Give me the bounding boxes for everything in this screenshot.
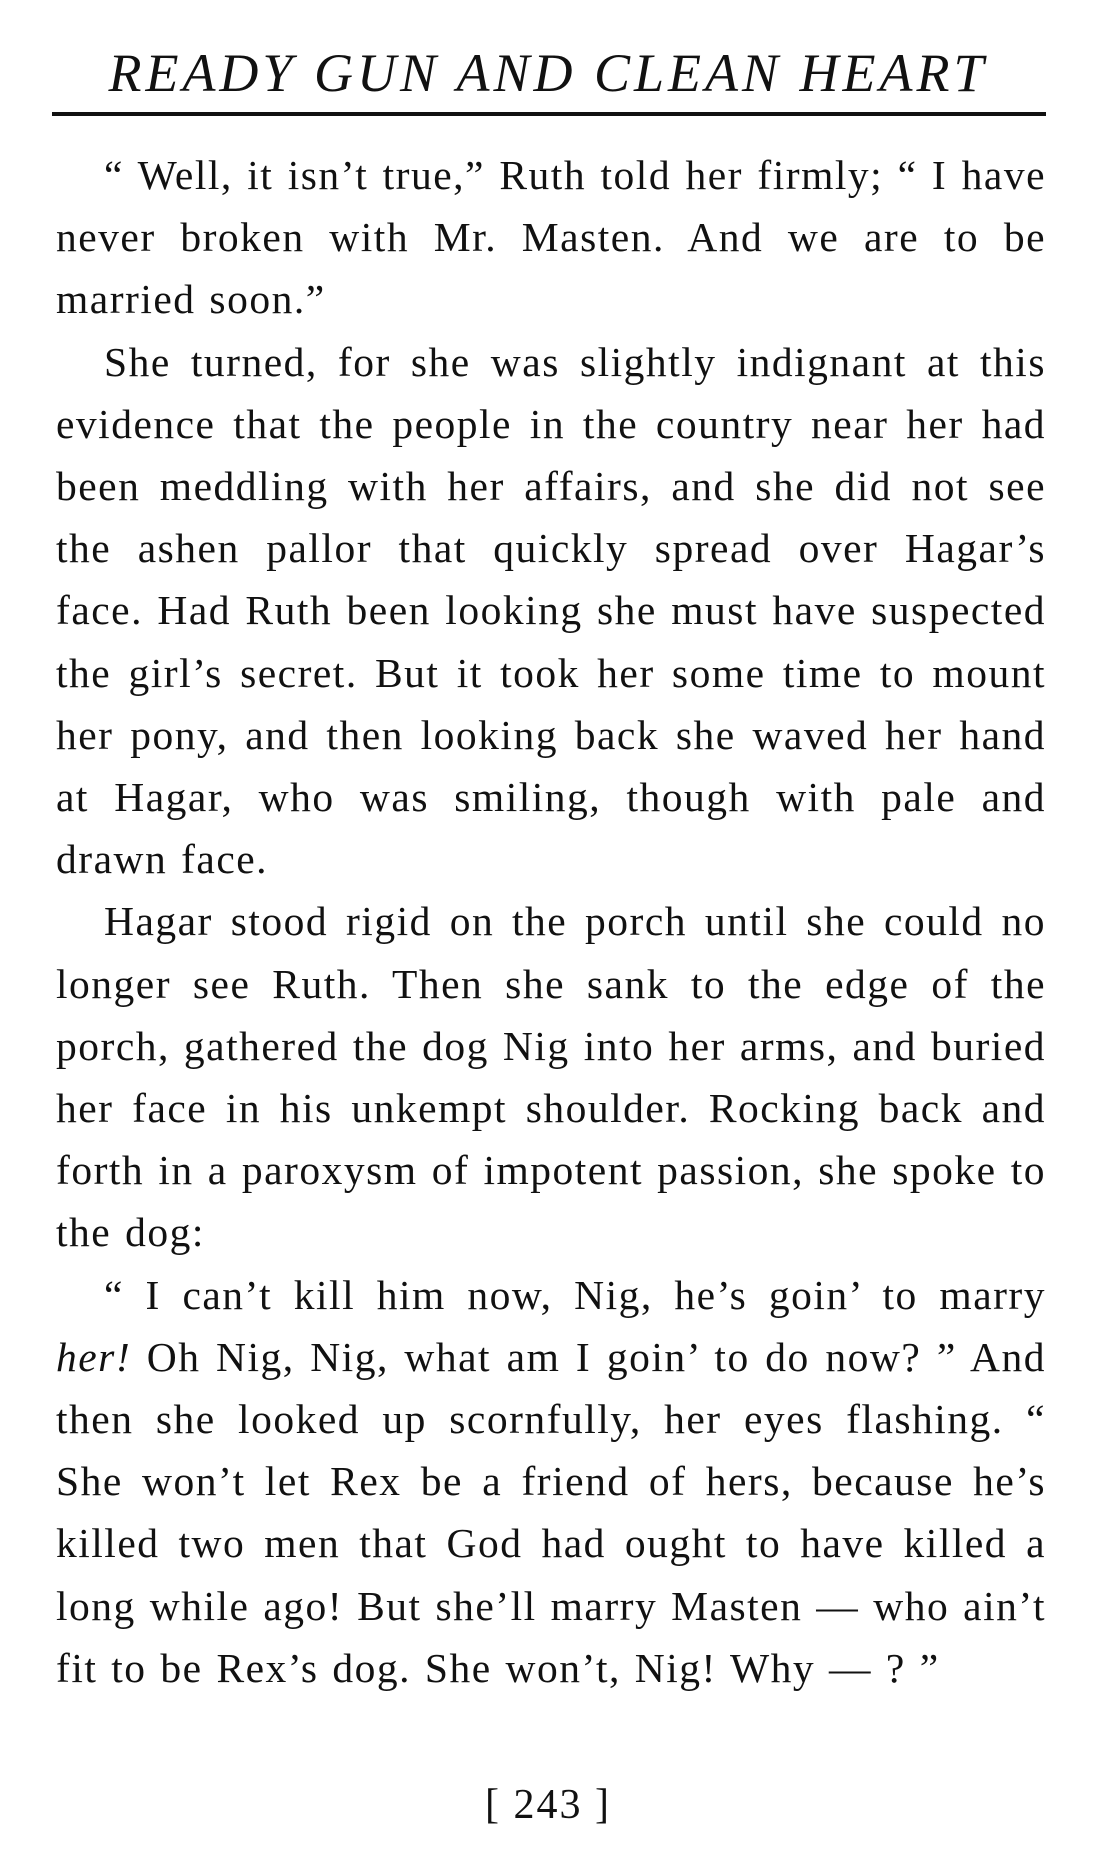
body-text — [56, 144, 1046, 1699]
header-rule — [52, 112, 1046, 116]
paragraph-4-start: “ I can’t kill him now, Nig, he’s goin’ to marry — [104, 1271, 1046, 1318]
emphasized-word: her! — [56, 1333, 132, 1380]
paragraph-4-rest: Oh Nig, Nig, what am I goin’ to do now? ” And then she looked up scornfully, her eyes flashing. “ She won’t let Rex be a friend of hers, because he’s killed two men that God had ought to have killed a long while ago! But she’ll marry Masten — who ain’t fit to be Rex’s dog. She won’t, Nig! Why — ? ” — [56, 1333, 1046, 1691]
paragraph-1: “ Well, it isn’t true,” Ruth told her firmly; “ I have never broken with Mr. Masten. And we are to be married soon.” — [56, 152, 1046, 323]
running-title: READY GUN AND CLEAN HEART — [108, 43, 988, 103]
page-number: [ 243 ] — [485, 1782, 611, 1828]
paragraph-4 — [56, 1264, 1046, 1699]
paragraph-2: She turned, for she was slightly indignant at this evidence that the people in the country near her had been meddling with her affairs, and she did not see the ashen pallor that quickly spread over Hagar’s face. Had Ruth been looking she must have suspected the girl’s secret. But it took her some time to mount her pony, and then looking back she waved her hand at Hagar, who was smiling, though with pale and drawn face. — [56, 338, 1046, 883]
paragraph-3: Hagar stood rigid on the porch until she could no longer see Ruth. Then she sank to the edge of the porch, gathered the dog Nig into her arms, and buried her face in his unkempt shoulder. Rocking back and forth in a paroxysm of impotent passion, she spoke to the dog: — [56, 898, 1046, 1256]
